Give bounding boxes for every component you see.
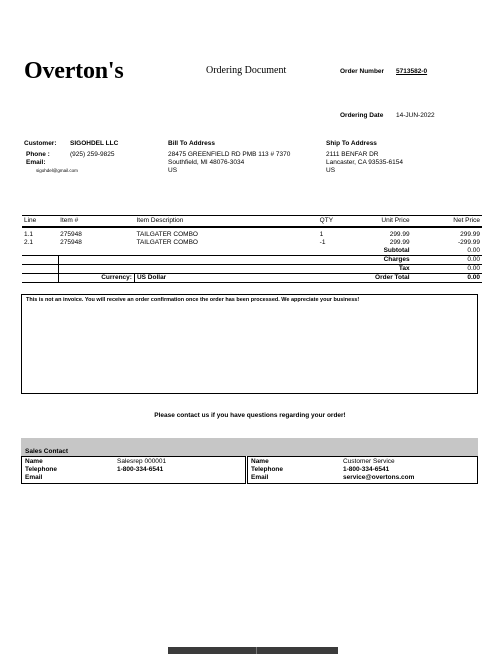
cell-line: 1.1 [24,231,34,238]
customer-value: SIGOHDEL LLC [70,140,119,147]
currency-value: US Dollar [134,274,317,283]
cell-net-price: 299.99 [460,231,480,238]
company-logo: Overton's [24,58,124,84]
ship-to-line1: 2111 BENFAR DR [326,151,379,158]
left-name-value: Salesrep 000001 [117,458,167,465]
table-header-row [22,216,482,228]
viewer-toolbar[interactable] [168,647,338,654]
subtotal-value: 0.00 [467,247,480,254]
tax-value: 0.00 [412,265,482,274]
ordering-date-label: Ordering Date [340,112,384,119]
tax-label: Tax [398,265,410,272]
phone-value: (925) 259-9825 [70,151,115,158]
notice-box: This is not an invoice. You will receive an order confirmation once the order has been processed. We appreciate your business! [21,294,478,394]
charges-label: Charges [383,256,410,263]
email-value: sigohdel@gmail.com [36,168,78,173]
cell-unit-price: 299.99 [389,239,410,246]
sales-contact-header: Sales Contact [21,438,478,456]
phone-label: Phone : [26,151,50,158]
currency-label: Currency: [58,274,134,283]
charges-value: 0.00 [412,256,482,265]
right-name-label: Name [251,458,269,465]
order-items-table [22,215,482,283]
customer-label: Customer: [24,140,57,147]
left-tel-label: Telephone [25,466,58,473]
col-unit-price: Unit Price [352,216,411,228]
order-number-value: 5713582-0 [396,68,428,75]
cell-description: TAILGATER COMBO [136,231,198,238]
right-name-value: Customer Service [343,458,395,465]
total-row [22,274,482,283]
col-item: Item # [58,216,134,228]
cell-unit-price: 299.99 [389,231,410,238]
table-row [22,239,482,247]
cell-item: 275948 [60,239,82,246]
cell-description: TAILGATER COMBO [136,239,198,246]
bill-to-line2: Southfield, MI 48076-3034 [168,159,245,166]
bill-to-line1: 28475 GREENFIELD RD PMB 113 # 7370 [168,151,291,158]
bill-to-label: Bill To Address [168,140,215,147]
ordering-date-value: 14-JUN-2022 [396,112,435,119]
col-line: Line [22,216,58,228]
subtotal-label: Subtotal [383,247,410,254]
sales-contact-right [247,456,478,484]
ship-to-line3: US [326,167,336,174]
order-total-value: 0.00 [412,274,482,283]
col-description: Item Description [134,216,317,228]
left-name-label: Name [25,458,43,465]
ship-to-line2: Lancaster, CA 93535-6154 [326,159,403,166]
left-email-label: Email [25,474,43,481]
right-email-value: service@overtons.com [343,474,415,481]
ship-to-label: Ship To Address [326,140,377,147]
right-tel-value: 1-800-334-6541 [343,466,390,473]
order-number-label: Order Number [340,68,385,75]
order-total-label: Order Total [318,274,412,283]
col-qty: QTY [318,216,352,228]
sales-contact-left [21,456,246,484]
email-label: Email: [26,159,46,166]
right-tel-label: Telephone [251,466,284,473]
cell-line: 2.1 [24,239,34,246]
table-row [22,227,482,239]
col-net-price: Net Price [412,216,482,228]
contact-message: Please contact us if you have questions regarding your order! [154,412,346,419]
left-tel-value: 1-800-334-6541 [117,466,164,473]
subtotal-row [22,247,482,256]
cell-qty: 1 [319,231,324,238]
cell-qty: -1 [319,239,326,246]
right-email-label: Email [251,474,269,481]
charges-row [22,256,482,265]
document-title: Ordering Document [206,65,287,76]
cell-net-price: -299.99 [457,239,480,246]
toolbar-divider [256,647,257,654]
tax-row [22,265,482,274]
bill-to-line3: US [168,167,178,174]
cell-item: 275948 [60,231,82,238]
